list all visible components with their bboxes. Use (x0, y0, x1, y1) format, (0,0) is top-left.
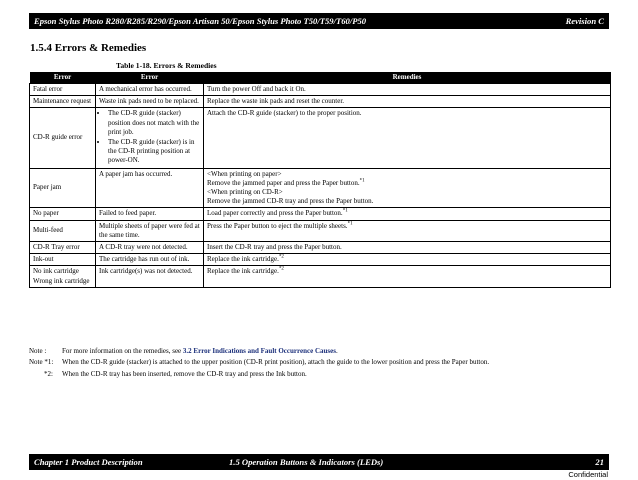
remedy-line: <When printing on CD-R> (207, 188, 283, 197)
error-description-cell: A CD-R tray were not detected. (96, 242, 204, 254)
error-description-cell: Waste ink pads need to be replaced. (96, 96, 204, 108)
error-name-cell: Paper jam (30, 168, 96, 208)
remedy-line: Remove the jammed CD-R tray and press the Paper button. (207, 197, 374, 206)
error-name-cell: Ink-out (30, 254, 96, 266)
footnote-mark: *1 (359, 178, 365, 184)
confidential-label: Confidential (568, 470, 608, 479)
error-name-cell: Multi-feed (30, 220, 96, 241)
remedy-line: Remove the jammed paper and press the Paper button.$^{*1}$ (207, 178, 365, 187)
remedy-cell: Insert the CD-R tray and press the Paper button. (204, 242, 611, 254)
table-row (30, 254, 611, 266)
error-description-cell: Multiple sheets of paper were fed at the same time. (96, 220, 204, 241)
remedy-cell: Attach the CD-R guide (stacker) to the proper position. (204, 108, 611, 168)
table-row (30, 266, 611, 287)
description-bullet: • The CD-R guide (stacker) is in the CD-R printing position at power-ON. (108, 138, 200, 166)
error-description-cell: The cartridge has run out of ink. (96, 254, 204, 266)
error-description-cell: A paper jam has occurred. (96, 168, 204, 208)
column-header-error-description: Error (96, 72, 204, 84)
page-header-bar (29, 13, 609, 29)
remedy-cell: Replace the ink cartridge.$^{*2}$ (204, 266, 611, 287)
note-2-label: *2: (44, 369, 53, 378)
table-row (30, 84, 611, 96)
note-1-label: Note *1: (29, 358, 54, 367)
error-name-cell: No paper (30, 208, 96, 220)
footer-section: 1.5 Operation Buttons & Indicators (LEDs) (229, 457, 384, 467)
table-row (30, 96, 611, 108)
note-2-text: When the CD-R tray has been inserted, remove the CD-R tray and press the Ink button. (62, 369, 307, 378)
footer-chapter: Chapter 1 Product Description (34, 457, 143, 467)
footnote-mark: *1 (342, 209, 348, 215)
remedy-cell (204, 168, 611, 208)
section-title: 1.5.4 Errors & Remedies (30, 42, 147, 54)
table-row (30, 208, 611, 220)
notes-block (29, 347, 611, 381)
description-bullet-list (99, 109, 200, 165)
table-header-row (30, 72, 611, 84)
note-general: Note : For more information on the remedies, see 3.2 Error Indications and Fault Occurrence Causes. (29, 347, 338, 355)
error-name-cell: CD-R Tray error (30, 242, 96, 254)
remedy-cell: Press the Paper button to eject the multiple sheets.$^{*1}$ (204, 220, 611, 241)
column-header-error: Error (30, 72, 96, 84)
header-product-title: Epson Stylus Photo R280/R285/R290/Epson Artisan 50/Epson Stylus Photo T50/T59/T60/P50 (34, 16, 367, 26)
remedy-cell: Replace the waste ink pads and reset the counter. (204, 96, 611, 108)
error-name-cell: Fatal error (30, 84, 96, 96)
error-name-cell: No ink cartridge Wrong ink cartridge (30, 266, 96, 287)
note-1-text: When the CD-R guide (stacker) is attached to the upper position (CD-R print position), attach the guide to the lower position and press the Paper button. (62, 358, 490, 367)
table-row (30, 168, 611, 208)
table-row (30, 108, 611, 168)
header-revision: Revision C (565, 16, 604, 26)
table-caption: Table 1-18. Errors & Remedies (116, 61, 217, 70)
error-name-cell: Maintenance request (30, 96, 96, 108)
error-description-cell (96, 108, 204, 168)
note-2 (29, 370, 611, 379)
note-label: Note : (29, 347, 47, 355)
footnote-mark: *2 (278, 267, 284, 273)
remedy-cell: Replace the ink cartridge.$^{*2}$ (204, 254, 611, 266)
remedy-cell: Load paper correctly and press the Paper button.$^{*1}$ (204, 208, 611, 220)
column-header-remedies: Remedies (204, 72, 611, 84)
error-description-cell: Ink cartridge(s) was not detected. (96, 266, 204, 287)
remedy-cell: Turn the power Off and back it On. (204, 84, 611, 96)
note-1 (29, 358, 611, 367)
table-row (30, 220, 611, 241)
page-footer-bar (29, 454, 609, 470)
description-bullet: • The CD-R guide (stacker) position does not match with the print job. (108, 109, 200, 137)
error-description-cell: A mechanical error has occurred. (96, 84, 204, 96)
error-description-cell: Failed to feed paper. (96, 208, 204, 220)
footnote-mark: *1 (347, 221, 353, 227)
footnote-mark: *2 (278, 254, 284, 260)
table-row (30, 242, 611, 254)
remedy-line: <When printing on paper> (207, 169, 282, 178)
errors-remedies-table (29, 72, 611, 288)
cross-reference-link[interactable]: 3.2 Error Indications and Fault Occurrence Causes (182, 347, 336, 355)
footer-page-number: 21 (595, 457, 604, 467)
error-name-cell: CD-R guide error (30, 108, 96, 168)
